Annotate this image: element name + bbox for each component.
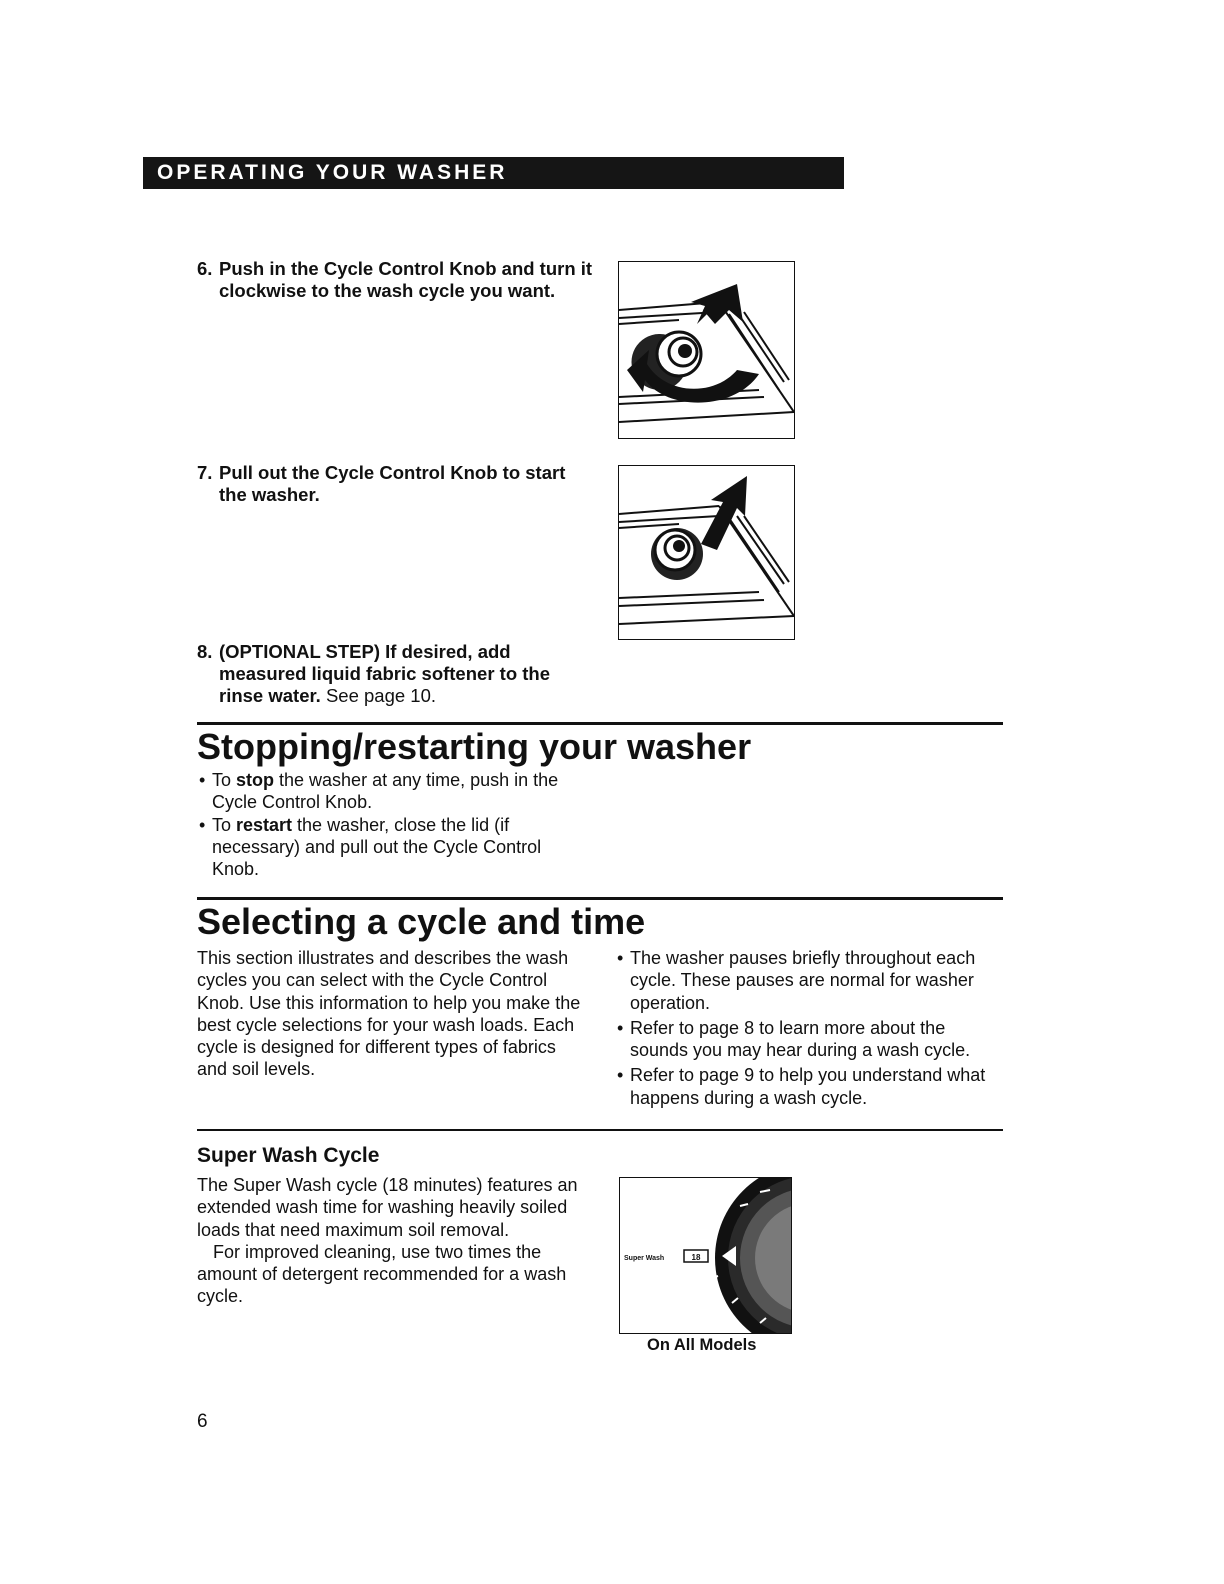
- bullet-text: the washer at any time, push in the Cycle Control Knob.: [212, 770, 559, 813]
- step-page-ref: See page 10.: [325, 685, 437, 706]
- step-number: 6.: [197, 258, 213, 279]
- super-wash-heading: Super Wash Cycle: [197, 1144, 380, 1167]
- step-text: Pull out the Cycle Control Knob to start the washer.: [219, 462, 566, 505]
- section-divider: [197, 897, 1003, 900]
- knob-pull-icon: [619, 466, 794, 639]
- bullet-text: the washer, close the lid (if necessary) and pull out the Cycle Control Knob.: [212, 814, 542, 880]
- cycle-dial-icon: [620, 1178, 791, 1333]
- note-bullet: • The washer pauses briefly throughout each cycle. These pauses are normal for washer operation.: [617, 948, 976, 1013]
- note-bullet: • Refer to page 8 to learn more about the sounds you may hear during a wash cycle.: [617, 1017, 971, 1061]
- keyword-restart: restart: [236, 814, 293, 835]
- knob-push-turn-illustration: [618, 261, 795, 439]
- dial-label: Super Wash: [624, 1255, 665, 1262]
- banner-title: OPERATING YOUR WASHER: [157, 161, 508, 184]
- keyword-stop: stop: [236, 770, 275, 790]
- step-text: Push in the Cycle Control Knob and turn it clockwise to the wash cycle you want.: [219, 258, 593, 301]
- bullet-text: To: [212, 814, 237, 835]
- step-6: [197, 258, 597, 302]
- super-wash-para-2: For improved cleaning, use two times the amount of detergent recommended for a wash cycle.: [197, 1241, 567, 1307]
- page-number: 6: [197, 1411, 208, 1432]
- knob-turn-icon: [619, 262, 794, 438]
- note-bullet: • Refer to page 9 to help you understand what happens during a wash cycle.: [617, 1065, 986, 1108]
- knob-pull-illustration: [618, 465, 795, 640]
- bullet-text: Refer to page 8 to learn more about the sounds you may hear during a wash cycle.: [630, 1017, 971, 1061]
- stop-bullet: • To stop the washer at any time, push in the Cycle Control Knob.: [199, 770, 559, 813]
- step-8: [197, 641, 597, 707]
- bullet-text: Refer to page 9 to help you understand what happens during a wash cycle.: [630, 1065, 986, 1108]
- step-7: [197, 462, 597, 506]
- selecting-heading: Selecting a cycle and time: [197, 901, 646, 942]
- step-number: 7.: [197, 462, 213, 483]
- section-divider: [197, 1129, 1003, 1131]
- selecting-notes: [617, 947, 1007, 1109]
- step-number: 8.: [197, 641, 213, 662]
- super-wash-description: [197, 1174, 592, 1308]
- dial-caption: On All Models: [647, 1336, 757, 1354]
- bullet-text: To: [212, 770, 237, 790]
- super-wash-para-1: The Super Wash cycle (18 minutes) features an extended wash time for washing heavily soiled loads that need maximum soil removal.: [197, 1175, 578, 1240]
- section-banner: [143, 157, 844, 189]
- step-text: (OPTIONAL STEP) If desired, add measured liquid fabric softener to the rinse water.: [219, 641, 551, 706]
- cycle-dial-illustration: [619, 1177, 792, 1334]
- stopping-list: [199, 769, 579, 880]
- selecting-intro: This section illustrates and describes the wash cycles you can select with the Cycle Control Knob. Use this information to help you make the best cycle selections for your wash loads. Each cycle is designed for different types of fabrics and soil levels.: [197, 948, 581, 1080]
- bullet-text: The washer pauses briefly throughout each cycle. These pauses are normal for washer operation.: [630, 948, 976, 1013]
- stopping-heading: Stopping/restarting your washer: [197, 726, 752, 767]
- dial-mark: 18: [691, 1253, 701, 1262]
- section-divider: [197, 722, 1003, 725]
- restart-bullet: • To restart the washer, close the lid (if necessary) and pull out the Cycle Control Knob.: [199, 814, 542, 880]
